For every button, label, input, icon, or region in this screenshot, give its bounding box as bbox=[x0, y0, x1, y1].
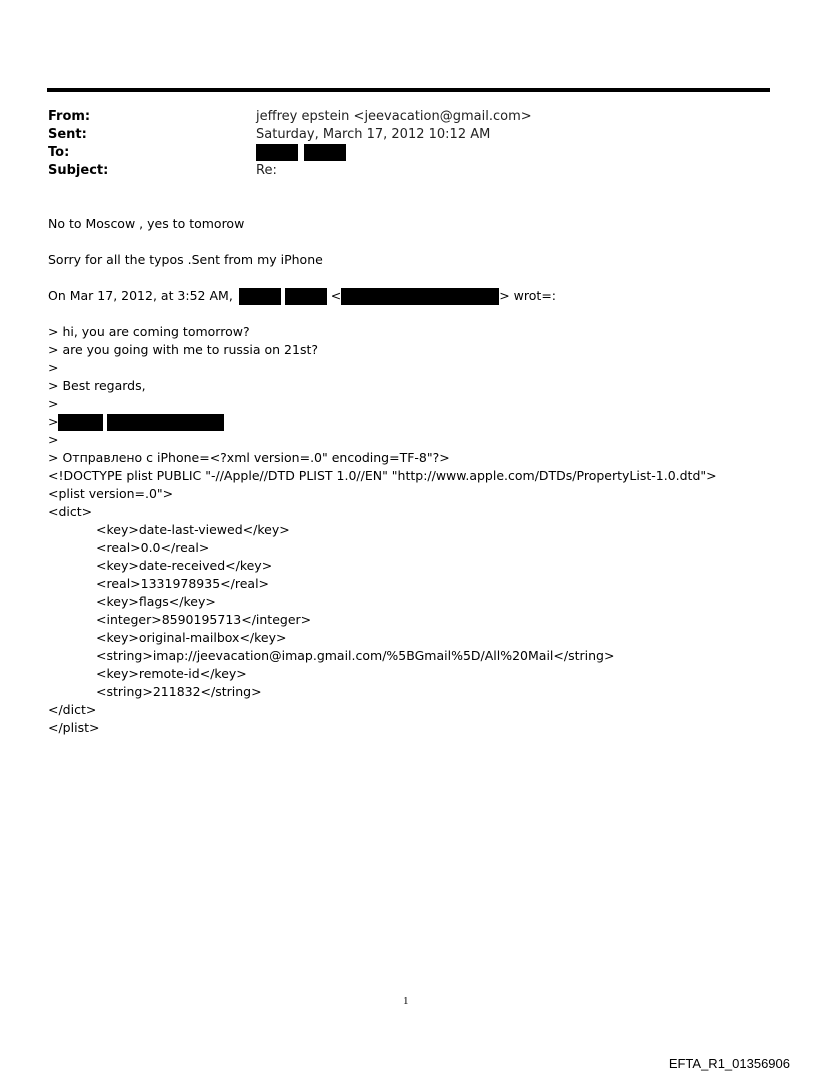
xml-line: <real>0.0</real> bbox=[96, 540, 210, 555]
quote-marker: > bbox=[48, 414, 59, 429]
xml-line: <integer>8590195713</integer> bbox=[96, 612, 312, 627]
redaction-box bbox=[304, 144, 346, 161]
quote-intro-lt: < bbox=[330, 288, 342, 303]
page-number: 1 bbox=[403, 995, 409, 1007]
quoted-line: > are you going with me to russia on 21st? bbox=[48, 342, 319, 357]
quoted-line: > bbox=[48, 360, 59, 375]
xml-line: <string>imap://jeevacation@imap.gmail.com/%5BGmail%5D/All%20Mail</string> bbox=[96, 648, 615, 663]
body-line: Sorry for all the typos .Sent from my iPhone bbox=[48, 252, 323, 267]
to-value bbox=[256, 144, 346, 162]
xml-line: </dict> bbox=[48, 702, 97, 717]
xml-line: <key>flags</key> bbox=[96, 594, 216, 609]
redaction-box bbox=[341, 288, 499, 305]
xml-line: <key>remote-id</key> bbox=[96, 666, 247, 681]
xml-line: <key>date-received</key> bbox=[96, 558, 273, 573]
quoted-line-redacted bbox=[48, 413, 224, 431]
body-line: No to Moscow , yes to tomorow bbox=[48, 216, 245, 231]
xml-line: <key>original-mailbox</key> bbox=[96, 630, 287, 645]
quoted-line: > Отправлено с iPhone=<?xml version=.0" encoding=TF-8"?> bbox=[48, 450, 450, 465]
quote-intro bbox=[48, 287, 556, 305]
redaction-box bbox=[239, 288, 281, 305]
header-rule bbox=[47, 88, 770, 92]
xml-line: <dict> bbox=[48, 504, 93, 519]
bates-number: EFTA_R1_01356906 bbox=[668, 1056, 790, 1071]
xml-line: <string>211832</string> bbox=[96, 684, 262, 699]
quote-intro-suffix: > wrot=: bbox=[499, 288, 557, 303]
quoted-line: > bbox=[48, 432, 59, 447]
from-value: jeffrey epstein <jeevacation@gmail.com> bbox=[256, 109, 532, 124]
redaction-box bbox=[58, 414, 103, 431]
xml-line: <plist version=.0"> bbox=[48, 486, 174, 501]
sent-value: Saturday, March 17, 2012 10:12 AM bbox=[256, 127, 491, 142]
redaction-box bbox=[256, 144, 298, 161]
subject-label: Subject: bbox=[48, 163, 109, 178]
quoted-line: > bbox=[48, 396, 59, 411]
to-label: To: bbox=[48, 145, 70, 160]
xml-line: </plist> bbox=[48, 720, 100, 735]
redaction-box bbox=[107, 414, 224, 431]
quoted-line: > hi, you are coming tomorrow? bbox=[48, 324, 250, 339]
xml-line: <real>1331978935</real> bbox=[96, 576, 270, 591]
redaction-box bbox=[285, 288, 327, 305]
sent-label: Sent: bbox=[48, 127, 87, 142]
xml-line: <key>date-last-viewed</key> bbox=[96, 522, 290, 537]
subject-value: Re: bbox=[256, 163, 277, 178]
xml-line: <!DOCTYPE plist PUBLIC "-//Apple//DTD PLIST 1.0//EN" "http://www.apple.com/DTDs/PropertyList-1.0.dtd"> bbox=[48, 468, 717, 483]
quote-intro-prefix: On Mar 17, 2012, at 3:52 AM, bbox=[48, 288, 233, 303]
quoted-line: > Best regards, bbox=[48, 378, 146, 393]
from-label: From: bbox=[48, 109, 91, 124]
